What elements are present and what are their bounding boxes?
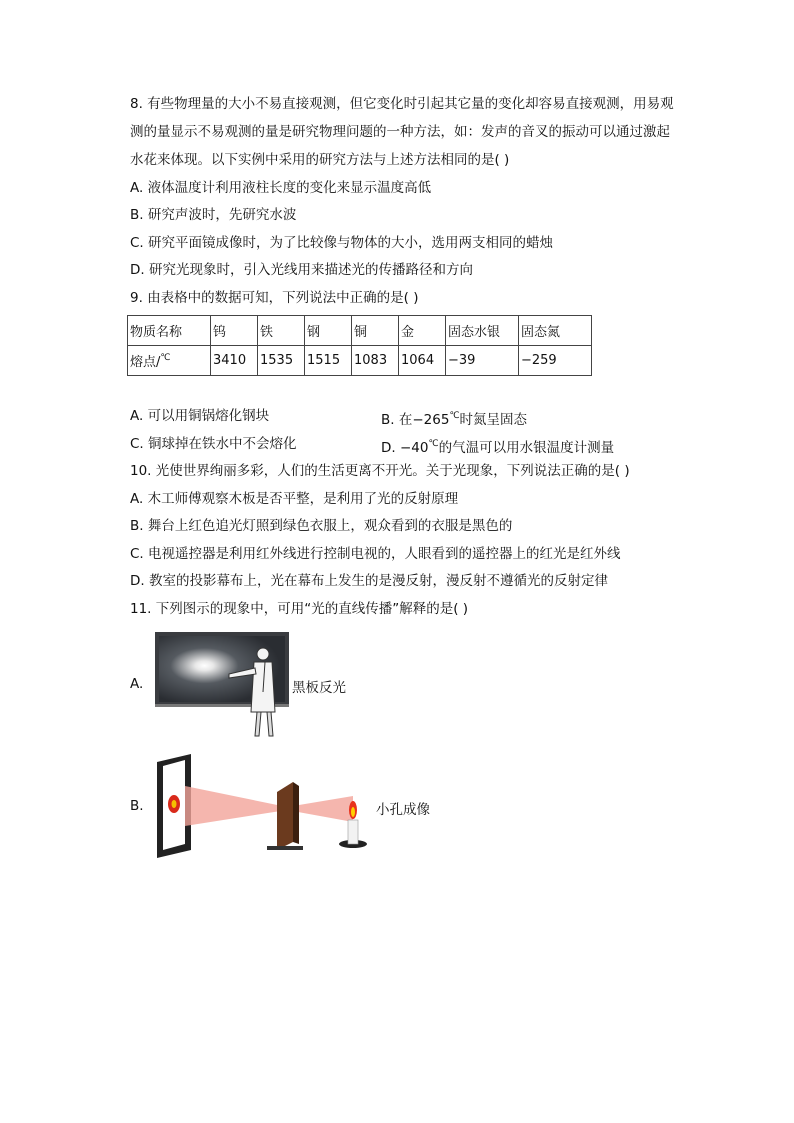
q9-option-c: C. 铜球掉在铁水中不会熔化 — [130, 436, 297, 452]
q9-option-b — [381, 406, 527, 430]
q11-option-b-caption: 小孔成像 — [376, 802, 430, 818]
q9-option-b-pre: B. 在−265 — [381, 412, 450, 428]
q11-stem: 11. 下列图示的现象中，可用“光的直线传播”解释的是( ) — [130, 601, 469, 617]
candle-flame-core — [351, 807, 355, 817]
table-cell: 1535 — [258, 346, 305, 376]
blackboard-reflection-image — [155, 632, 291, 740]
table-cell: 铁 — [258, 316, 305, 346]
q8-line-3: 水花来体现。以下实例中采用的研究方法与上述方法相同的是( ) — [130, 152, 510, 168]
q9-option-b-unit: ℃ — [449, 411, 460, 421]
q10-option-b: B. 舞台上红色追光灯照到绿色衣服上，观众看到的衣服是黑色的 — [130, 518, 513, 534]
q9-option-d-post: 的气温可以用水银温度计测量 — [438, 440, 615, 456]
q10-option-d: D. 教室的投影幕布上，光在幕布上发生的是漫反射，漫反射不遵循光的反射定律 — [130, 573, 608, 589]
row-unit: ℃ — [160, 353, 171, 363]
table-cell: 固态氮 — [519, 316, 592, 346]
q11-option-b-label: B. — [130, 798, 144, 814]
table-cell: 3410 — [211, 346, 258, 376]
table-cell: 铜 — [352, 316, 399, 346]
q11-option-a-caption: 黑板反光 — [292, 680, 346, 696]
q8-option-d: D. 研究光现象时，引入光线用来描述光的传播路径和方向 — [130, 262, 473, 278]
q11-option-a-label: A. — [130, 676, 144, 692]
q8-line-2: 测的量显示不易观测的量是研究物理问题的一种方法，如：发声的音叉的振动可以通过激起 — [130, 124, 670, 140]
q8-option-a: A. 液体温度计利用液柱长度的变化来显示温度高低 — [130, 180, 432, 196]
table-cell: 钢 — [305, 316, 352, 346]
pinhole-imaging-image — [153, 752, 373, 860]
q8-option-b: B. 研究声波时，先研究水波 — [130, 207, 297, 223]
q10-option-c: C. 电视遥控器是利用红外线进行控制电视的，人眼看到的遥控器上的红光是红外线 — [130, 546, 621, 562]
q10-stem: 10. 光使世界绚丽多彩，人们的生活更离不开光。关于光现象，下列说法正确的是( ) — [130, 463, 630, 479]
q9-option-d-unit: ℃ — [428, 439, 439, 449]
blackboard-illustration — [155, 632, 291, 740]
table-header-row — [128, 316, 592, 346]
table-cell: 金 — [399, 316, 446, 346]
candle-body — [348, 820, 358, 844]
q9-option-b-post: 时氮呈固态 — [459, 412, 528, 428]
pinhole-board-side — [293, 782, 299, 844]
light-beam-left — [185, 786, 287, 826]
q9-option-d-pre: D. −40 — [381, 440, 429, 456]
table-cell: 固态水银 — [446, 316, 519, 346]
pinhole-illustration — [153, 752, 373, 860]
table-cell: −39 — [446, 346, 519, 376]
table-row — [128, 346, 592, 376]
pinhole-board — [277, 782, 293, 850]
q8-line-1: 8. 有些物理量的大小不易直接观测，但它变化时引起其它量的变化却容易直接观测，用易观 — [130, 96, 674, 112]
board-stand — [267, 846, 303, 850]
table-cell: 1083 — [352, 346, 399, 376]
q8-option-c: C. 研究平面镜成像时，为了比较像与物体的大小，选用两支相同的蜡烛 — [130, 235, 554, 251]
table-cell: 物质名称 — [128, 316, 211, 346]
table-cell — [128, 346, 211, 376]
table-cell: 钨 — [211, 316, 258, 346]
table-cell: −259 — [519, 346, 592, 376]
table-cell: 1515 — [305, 346, 352, 376]
inverted-image-core — [172, 800, 177, 808]
table-cell: 1064 — [399, 346, 446, 376]
row-label: 熔点/ — [130, 355, 161, 370]
q9-stem: 9. 由表格中的数据可知，下列说法中正确的是( ) — [130, 290, 419, 306]
q9-option-a: A. 可以用铜锅熔化钢块 — [130, 408, 270, 424]
q10-option-a: A. 木工师傅观察木板是否平整，是利用了光的反射原理 — [130, 491, 459, 507]
melting-point-table — [127, 315, 592, 376]
q9-option-d — [381, 434, 614, 458]
